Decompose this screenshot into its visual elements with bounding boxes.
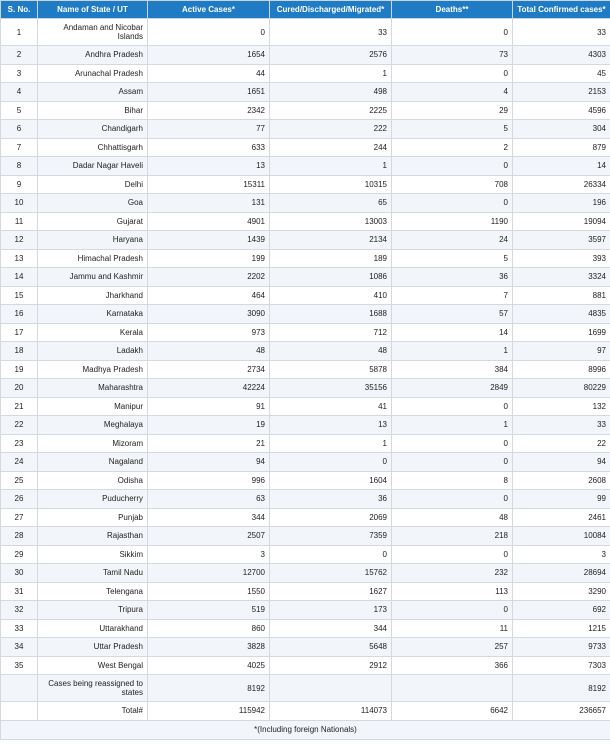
cell-state-name: Assam xyxy=(38,83,148,102)
cell-cured: 410 xyxy=(270,286,392,305)
cell-state-name: Tripura xyxy=(38,601,148,620)
cell-serial-number: 16 xyxy=(1,305,38,324)
cell-active-cases: 77 xyxy=(148,120,270,139)
table-row xyxy=(1,138,610,157)
table-row xyxy=(1,83,610,102)
cell-active-cases: 48 xyxy=(148,342,270,361)
cell-active-cases: 519 xyxy=(148,601,270,620)
cell-cured: 2912 xyxy=(270,656,392,675)
cell-state-name: Telengana xyxy=(38,582,148,601)
cell-serial-number: 25 xyxy=(1,471,38,490)
header-total-confirmed: Total Confirmed cases* xyxy=(513,1,610,19)
table-row xyxy=(1,397,610,416)
cell-deaths: 24 xyxy=(392,231,513,250)
cell-deaths: 1190 xyxy=(392,212,513,231)
cell-state-name: Meghalaya xyxy=(38,416,148,435)
cell-cured: 5648 xyxy=(270,638,392,657)
cell-deaths: 5 xyxy=(392,249,513,268)
table-row xyxy=(1,249,610,268)
cell-total-confirmed: 4303 xyxy=(513,46,610,65)
cell-serial-number: 27 xyxy=(1,508,38,527)
cell-deaths: 0 xyxy=(392,64,513,83)
cell-cured: 244 xyxy=(270,138,392,157)
table-row xyxy=(1,675,610,702)
cell-state-name: Uttar Pradesh xyxy=(38,638,148,657)
table-row xyxy=(1,379,610,398)
cell-total-confirmed: 45 xyxy=(513,64,610,83)
cell-active-cases: 2202 xyxy=(148,268,270,287)
cell-serial-number: 34 xyxy=(1,638,38,657)
cell-deaths xyxy=(392,675,513,702)
cell-total-confirmed: 14 xyxy=(513,157,610,176)
cell-serial-number: 35 xyxy=(1,656,38,675)
cell-state-name: Himachal Pradesh xyxy=(38,249,148,268)
cell-total-confirmed: 97 xyxy=(513,342,610,361)
cell-active-cases: 3 xyxy=(148,545,270,564)
cell-serial-number: 20 xyxy=(1,379,38,398)
cell-cured: 10315 xyxy=(270,175,392,194)
cell-deaths: 113 xyxy=(392,582,513,601)
cell-active-cases: 42224 xyxy=(148,379,270,398)
cell-total-confirmed: 2153 xyxy=(513,83,610,102)
cell-total-confirmed: 99 xyxy=(513,490,610,509)
cell-active-cases: 344 xyxy=(148,508,270,527)
cell-cured: 36 xyxy=(270,490,392,509)
cell-total-confirmed: 8996 xyxy=(513,360,610,379)
cell-total-confirmed: 10084 xyxy=(513,527,610,546)
cell-cured: 1086 xyxy=(270,268,392,287)
cell-deaths: 57 xyxy=(392,305,513,324)
footnote-row xyxy=(1,720,610,739)
cell-serial-number: 9 xyxy=(1,175,38,194)
cell-state-name: Chandigarh xyxy=(38,120,148,139)
cell-active-cases: 15311 xyxy=(148,175,270,194)
cell-active-cases: 3090 xyxy=(148,305,270,324)
cell-total-confirmed: 33 xyxy=(513,416,610,435)
cell-deaths: 0 xyxy=(392,434,513,453)
cell-deaths: 11 xyxy=(392,619,513,638)
cell-state-name: Punjab xyxy=(38,508,148,527)
cell-state-name: Puducherry xyxy=(38,490,148,509)
cell-serial-number: 13 xyxy=(1,249,38,268)
cell-total-confirmed: 9733 xyxy=(513,638,610,657)
cell-serial-number: 6 xyxy=(1,120,38,139)
cell-serial-number: 1 xyxy=(1,19,38,46)
cell-total-confirmed: 94 xyxy=(513,453,610,472)
cell-state-name: Mizoram xyxy=(38,434,148,453)
cell-total-confirmed: 2461 xyxy=(513,508,610,527)
cell-serial-number xyxy=(1,675,38,702)
cell-state-name: Andhra Pradesh xyxy=(38,46,148,65)
cell-cured: 41 xyxy=(270,397,392,416)
cell-serial-number: 11 xyxy=(1,212,38,231)
cell-serial-number: 18 xyxy=(1,342,38,361)
table-row xyxy=(1,453,610,472)
cell-cured: 1627 xyxy=(270,582,392,601)
cell-state-name: Rajasthan xyxy=(38,527,148,546)
cell-cured: 1 xyxy=(270,434,392,453)
cell-deaths: 0 xyxy=(392,453,513,472)
cell-total-confirmed: 879 xyxy=(513,138,610,157)
cell-active-cases: 1654 xyxy=(148,46,270,65)
cell-active-cases: 1439 xyxy=(148,231,270,250)
cell-state-name: Bihar xyxy=(38,101,148,120)
cell-active-cases: 633 xyxy=(148,138,270,157)
cell-cured: 5878 xyxy=(270,360,392,379)
cell-total-confirmed: 881 xyxy=(513,286,610,305)
cell-serial-number: 15 xyxy=(1,286,38,305)
table-row xyxy=(1,120,610,139)
header-deaths: Deaths** xyxy=(392,1,513,19)
cell-deaths: 0 xyxy=(392,19,513,46)
cell-deaths: 218 xyxy=(392,527,513,546)
cell-state-name: Total# xyxy=(38,702,148,721)
cell-cured: 173 xyxy=(270,601,392,620)
cell-total-confirmed: 4835 xyxy=(513,305,610,324)
table-row xyxy=(1,619,610,638)
cell-cured: 2134 xyxy=(270,231,392,250)
cell-serial-number: 12 xyxy=(1,231,38,250)
cell-cured: 222 xyxy=(270,120,392,139)
cell-cured: 498 xyxy=(270,83,392,102)
cell-deaths: 0 xyxy=(392,194,513,213)
table-row xyxy=(1,175,610,194)
cell-state-name: Jammu and Kashmir xyxy=(38,268,148,287)
cell-state-name: Uttarakhand xyxy=(38,619,148,638)
cell-active-cases: 2734 xyxy=(148,360,270,379)
cell-cured xyxy=(270,675,392,702)
cell-deaths: 0 xyxy=(392,601,513,620)
table-row xyxy=(1,564,610,583)
table-row xyxy=(1,194,610,213)
cell-total-confirmed: 3 xyxy=(513,545,610,564)
cell-state-name: Sikkim xyxy=(38,545,148,564)
cell-deaths: 5 xyxy=(392,120,513,139)
cell-active-cases: 44 xyxy=(148,64,270,83)
cell-active-cases: 3828 xyxy=(148,638,270,657)
cell-total-confirmed: 19094 xyxy=(513,212,610,231)
cell-deaths: 708 xyxy=(392,175,513,194)
cell-total-confirmed: 2608 xyxy=(513,471,610,490)
cell-active-cases: 13 xyxy=(148,157,270,176)
cell-serial-number: 23 xyxy=(1,434,38,453)
cell-active-cases: 860 xyxy=(148,619,270,638)
cell-deaths: 36 xyxy=(392,268,513,287)
cell-deaths: 257 xyxy=(392,638,513,657)
cell-serial-number: 19 xyxy=(1,360,38,379)
cell-deaths: 1 xyxy=(392,416,513,435)
table-row xyxy=(1,268,610,287)
cell-total-confirmed: 1215 xyxy=(513,619,610,638)
cell-deaths: 0 xyxy=(392,157,513,176)
cell-deaths: 73 xyxy=(392,46,513,65)
cell-cured: 712 xyxy=(270,323,392,342)
cell-deaths: 6642 xyxy=(392,702,513,721)
header-serial-number: S. No. xyxy=(1,1,38,19)
cell-deaths: 8 xyxy=(392,471,513,490)
cell-state-name: Jharkhand xyxy=(38,286,148,305)
cell-active-cases: 2507 xyxy=(148,527,270,546)
cell-deaths: 0 xyxy=(392,490,513,509)
cell-serial-number: 22 xyxy=(1,416,38,435)
cell-serial-number: 17 xyxy=(1,323,38,342)
table-row xyxy=(1,46,610,65)
footnote: *(Including foreign Nationals) xyxy=(1,720,610,739)
cell-active-cases: 2342 xyxy=(148,101,270,120)
cell-cured: 2225 xyxy=(270,101,392,120)
cell-cured: 114073 xyxy=(270,702,392,721)
cell-state-name: Cases being reassigned to states xyxy=(38,675,148,702)
table-row xyxy=(1,305,610,324)
cell-serial-number: 5 xyxy=(1,101,38,120)
cell-serial-number: 2 xyxy=(1,46,38,65)
cell-state-name: Kerala xyxy=(38,323,148,342)
cell-total-confirmed: 4596 xyxy=(513,101,610,120)
cell-active-cases: 131 xyxy=(148,194,270,213)
table-row xyxy=(1,508,610,527)
cell-active-cases: 12700 xyxy=(148,564,270,583)
cell-state-name: Dadar Nagar Haveli xyxy=(38,157,148,176)
cell-cured: 33 xyxy=(270,19,392,46)
cell-state-name: Haryana xyxy=(38,231,148,250)
cell-total-confirmed: 3324 xyxy=(513,268,610,287)
cell-state-name: Ladakh xyxy=(38,342,148,361)
cell-cured: 1 xyxy=(270,64,392,83)
cell-active-cases: 115942 xyxy=(148,702,270,721)
cell-serial-number: 14 xyxy=(1,268,38,287)
cell-total-confirmed: 26334 xyxy=(513,175,610,194)
cell-total-confirmed: 8192 xyxy=(513,675,610,702)
cell-active-cases: 1550 xyxy=(148,582,270,601)
table-row xyxy=(1,342,610,361)
cell-cured: 1688 xyxy=(270,305,392,324)
cell-active-cases: 4025 xyxy=(148,656,270,675)
cell-cured: 15762 xyxy=(270,564,392,583)
table-row xyxy=(1,64,610,83)
cell-active-cases: 91 xyxy=(148,397,270,416)
cell-total-confirmed: 22 xyxy=(513,434,610,453)
table-row xyxy=(1,638,610,657)
header-active-cases: Active Cases* xyxy=(148,1,270,19)
cell-deaths: 366 xyxy=(392,656,513,675)
cell-cured: 1 xyxy=(270,157,392,176)
cell-cured: 2576 xyxy=(270,46,392,65)
cell-serial-number: 21 xyxy=(1,397,38,416)
cell-serial-number: 32 xyxy=(1,601,38,620)
cell-active-cases: 19 xyxy=(148,416,270,435)
cell-serial-number: 10 xyxy=(1,194,38,213)
cell-deaths: 232 xyxy=(392,564,513,583)
table-header-row xyxy=(1,1,610,19)
cell-serial-number: 33 xyxy=(1,619,38,638)
cell-active-cases: 4901 xyxy=(148,212,270,231)
cell-state-name: Chhattisgarh xyxy=(38,138,148,157)
cell-deaths: 2849 xyxy=(392,379,513,398)
cell-state-name: Nagaland xyxy=(38,453,148,472)
cell-active-cases: 0 xyxy=(148,19,270,46)
cell-deaths: 29 xyxy=(392,101,513,120)
cell-active-cases: 94 xyxy=(148,453,270,472)
cell-state-name: Gujarat xyxy=(38,212,148,231)
cell-cured: 0 xyxy=(270,545,392,564)
cell-cured: 13 xyxy=(270,416,392,435)
table-row xyxy=(1,360,610,379)
cell-state-name: Maharashtra xyxy=(38,379,148,398)
cell-total-confirmed: 196 xyxy=(513,194,610,213)
table-row xyxy=(1,545,610,564)
table-row xyxy=(1,471,610,490)
cell-cured: 189 xyxy=(270,249,392,268)
table-row xyxy=(1,656,610,675)
cell-cured: 0 xyxy=(270,453,392,472)
cell-active-cases: 1651 xyxy=(148,83,270,102)
table-body xyxy=(1,19,610,721)
table-row xyxy=(1,527,610,546)
cell-total-confirmed: 1699 xyxy=(513,323,610,342)
cell-cured: 65 xyxy=(270,194,392,213)
cell-cured: 2069 xyxy=(270,508,392,527)
cell-total-confirmed: 236657 xyxy=(513,702,610,721)
table-row xyxy=(1,323,610,342)
cell-active-cases: 973 xyxy=(148,323,270,342)
cell-active-cases: 996 xyxy=(148,471,270,490)
cell-cured: 13003 xyxy=(270,212,392,231)
cell-total-confirmed: 132 xyxy=(513,397,610,416)
cell-state-name: Delhi xyxy=(38,175,148,194)
cell-serial-number: 3 xyxy=(1,64,38,83)
table-row xyxy=(1,101,610,120)
table-row xyxy=(1,231,610,250)
table-row xyxy=(1,601,610,620)
cell-cured: 344 xyxy=(270,619,392,638)
cell-active-cases: 8192 xyxy=(148,675,270,702)
table-row xyxy=(1,19,610,46)
cell-state-name: Tamil Nadu xyxy=(38,564,148,583)
table-row xyxy=(1,157,610,176)
cell-total-confirmed: 80229 xyxy=(513,379,610,398)
cell-state-name: West Bengal xyxy=(38,656,148,675)
cell-deaths: 48 xyxy=(392,508,513,527)
table-row xyxy=(1,490,610,509)
cell-cured: 7359 xyxy=(270,527,392,546)
cell-active-cases: 63 xyxy=(148,490,270,509)
cell-total-confirmed: 393 xyxy=(513,249,610,268)
cell-serial-number: 29 xyxy=(1,545,38,564)
cell-state-name: Arunachal Pradesh xyxy=(38,64,148,83)
cell-total-confirmed: 33 xyxy=(513,19,610,46)
cell-state-name: Madhya Pradesh xyxy=(38,360,148,379)
cell-serial-number: 8 xyxy=(1,157,38,176)
table-row xyxy=(1,582,610,601)
cell-active-cases: 21 xyxy=(148,434,270,453)
cell-serial-number: 4 xyxy=(1,83,38,102)
cell-serial-number: 30 xyxy=(1,564,38,583)
cell-deaths: 0 xyxy=(392,397,513,416)
table-row xyxy=(1,286,610,305)
cell-state-name: Karnataka xyxy=(38,305,148,324)
cell-serial-number: 28 xyxy=(1,527,38,546)
cell-serial-number: 7 xyxy=(1,138,38,157)
cell-deaths: 14 xyxy=(392,323,513,342)
cell-deaths: 1 xyxy=(392,342,513,361)
cell-state-name: Odisha xyxy=(38,471,148,490)
cell-total-confirmed: 692 xyxy=(513,601,610,620)
cell-deaths: 0 xyxy=(392,545,513,564)
cell-serial-number: 31 xyxy=(1,582,38,601)
cell-cured: 48 xyxy=(270,342,392,361)
cell-state-name: Andaman and Nicobar Islands xyxy=(38,19,148,46)
cell-deaths: 2 xyxy=(392,138,513,157)
header-state-name: Name of State / UT xyxy=(38,1,148,19)
cell-active-cases: 464 xyxy=(148,286,270,305)
cell-serial-number: 24 xyxy=(1,453,38,472)
cell-state-name: Goa xyxy=(38,194,148,213)
header-cured: Cured/Discharged/Migrated* xyxy=(270,1,392,19)
cell-deaths: 4 xyxy=(392,83,513,102)
cell-active-cases: 199 xyxy=(148,249,270,268)
cell-cured: 1604 xyxy=(270,471,392,490)
cell-total-confirmed: 7303 xyxy=(513,656,610,675)
cell-total-confirmed: 3597 xyxy=(513,231,610,250)
cell-total-confirmed: 28694 xyxy=(513,564,610,583)
cell-serial-number xyxy=(1,702,38,721)
cell-deaths: 7 xyxy=(392,286,513,305)
table-row xyxy=(1,434,610,453)
cell-total-confirmed: 3290 xyxy=(513,582,610,601)
table-row xyxy=(1,416,610,435)
cell-cured: 35156 xyxy=(270,379,392,398)
table-row xyxy=(1,702,610,721)
cell-state-name: Manipur xyxy=(38,397,148,416)
cell-serial-number: 26 xyxy=(1,490,38,509)
cell-deaths: 384 xyxy=(392,360,513,379)
table-row xyxy=(1,212,610,231)
cell-total-confirmed: 304 xyxy=(513,120,610,139)
